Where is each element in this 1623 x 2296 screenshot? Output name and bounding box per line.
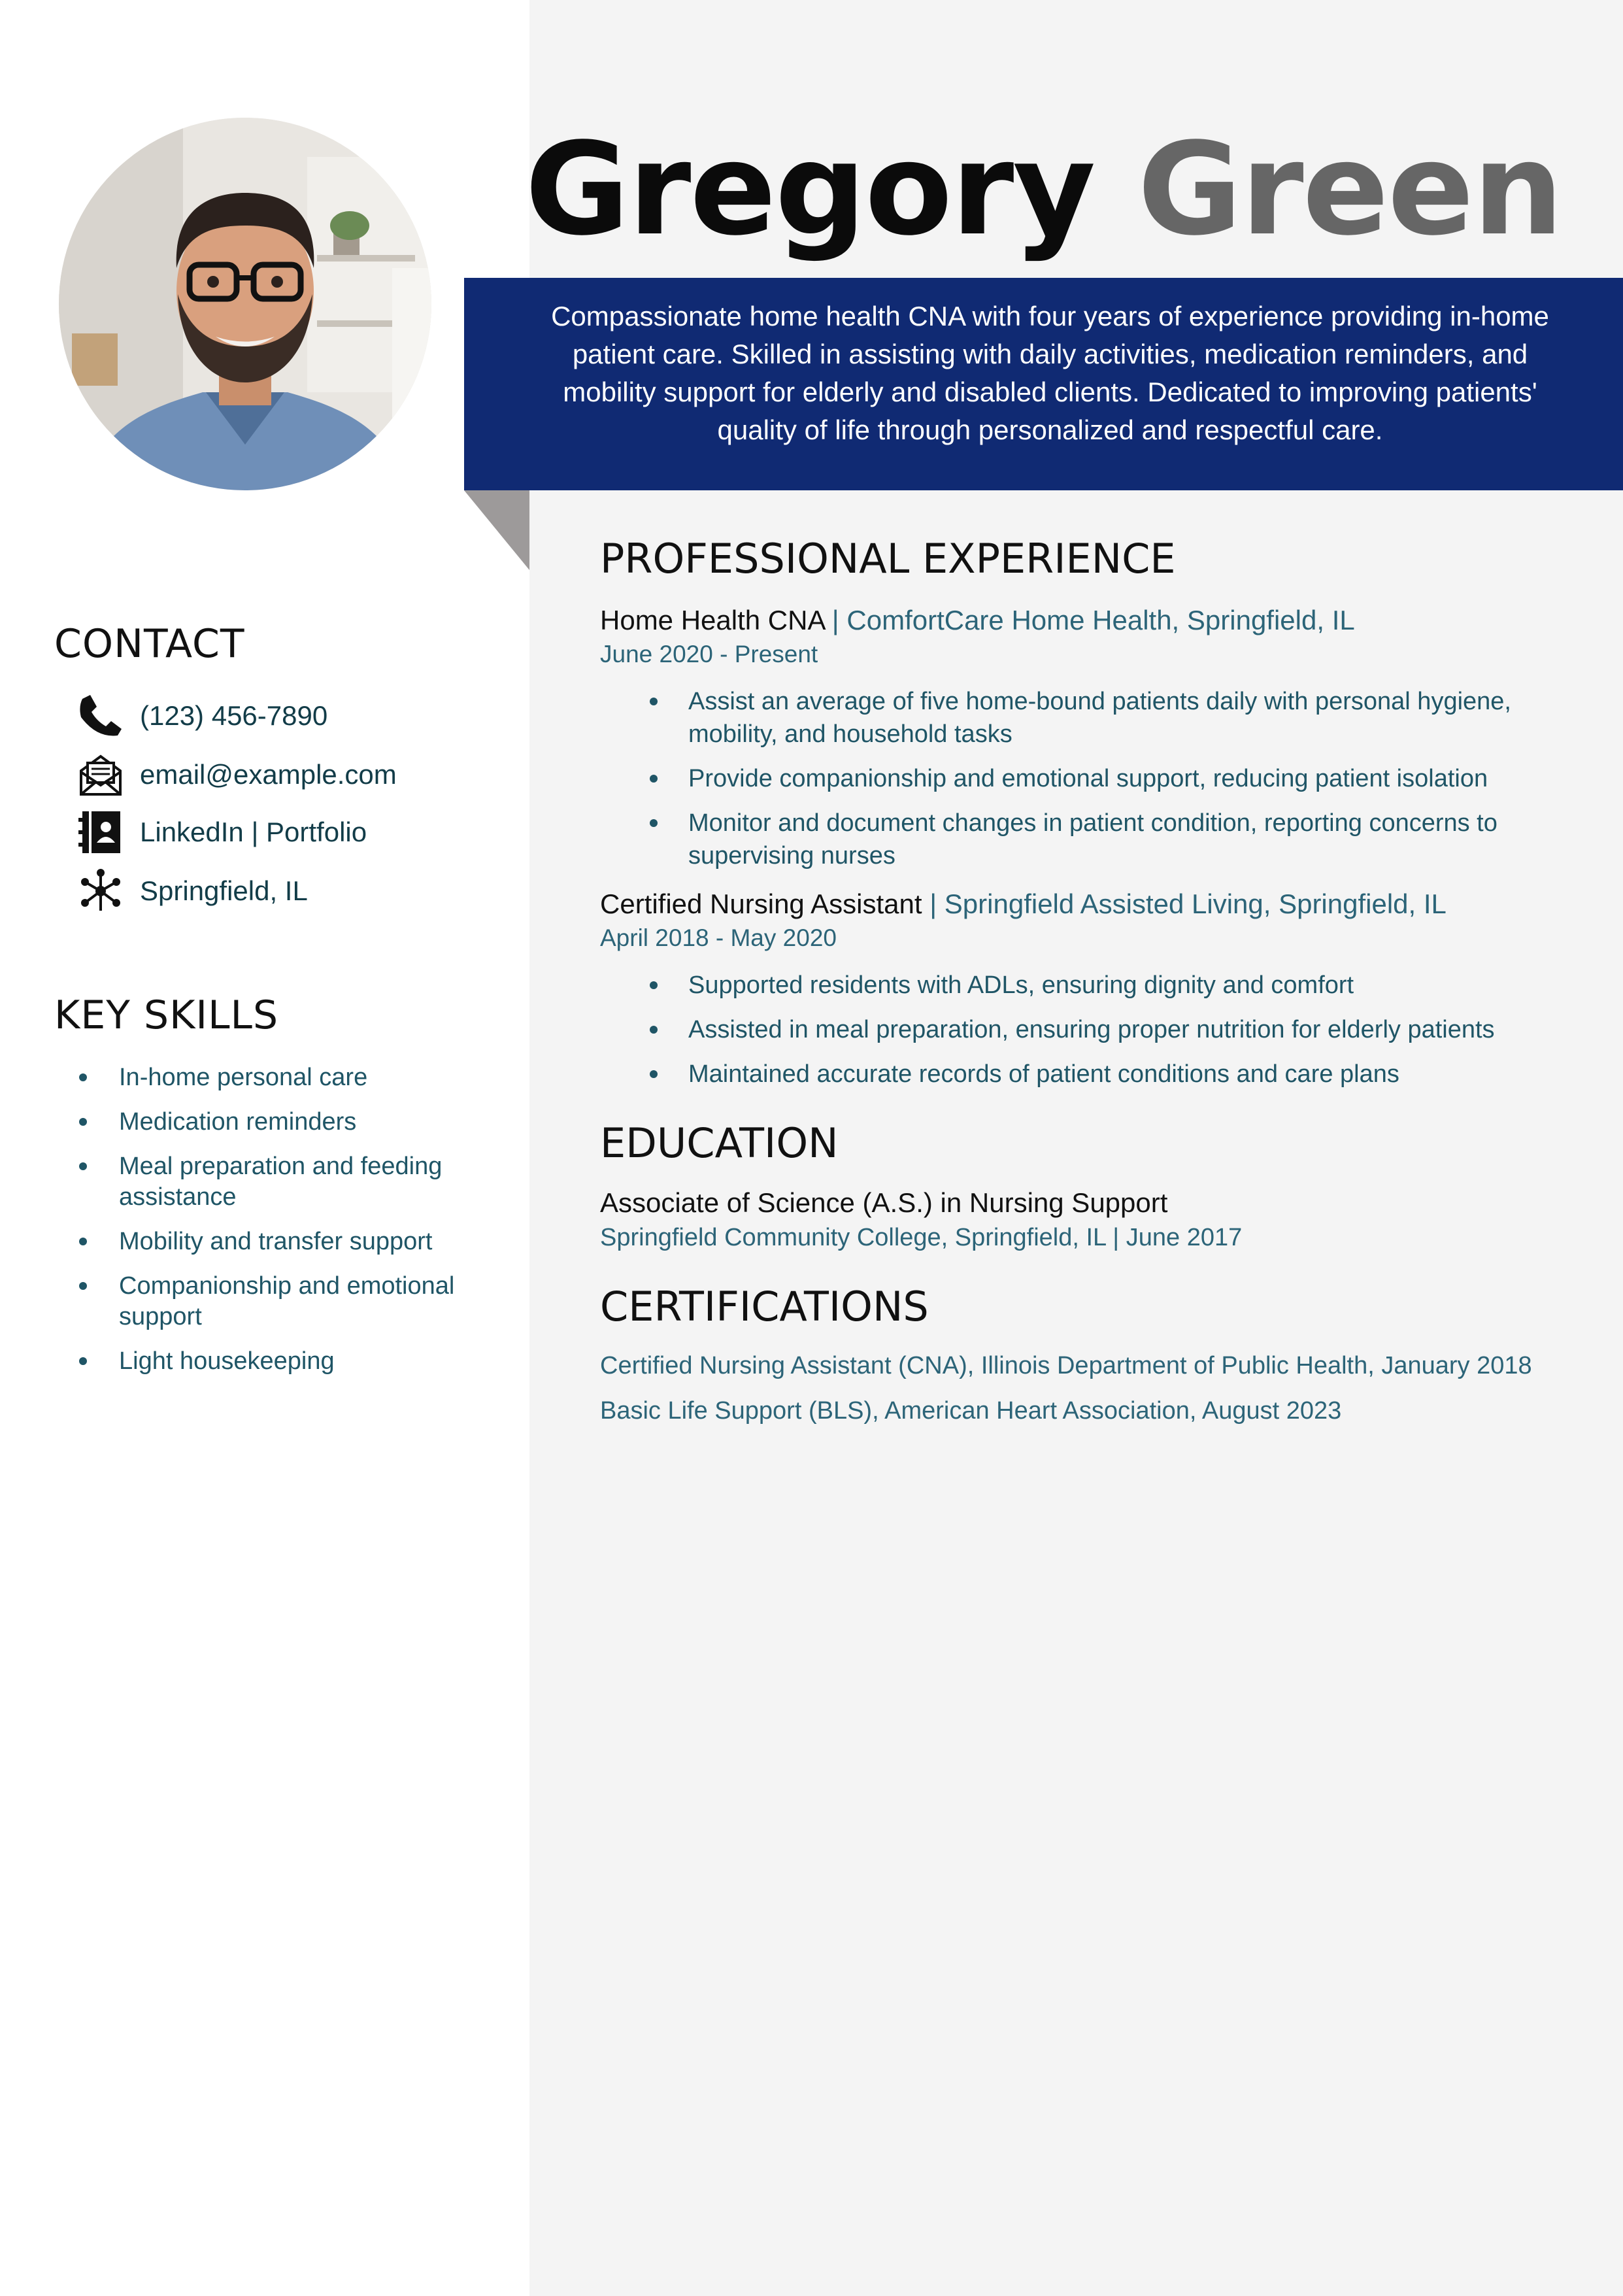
job-bullet: Supported residents with ADLs, ensuring dignity and comfort: [644, 969, 1585, 1002]
certification-item: Basic Life Support (BLS), American Heart Association, August 2023: [600, 1397, 1342, 1425]
job-bullet: Monitor and document changes in patient condition, reporting concerns to supervising nurses: [644, 807, 1585, 872]
education-degree: Associate of Science (A.S.) in Nursing Support: [600, 1187, 1168, 1218]
contact-phone: [77, 693, 327, 739]
email-icon: [77, 751, 124, 798]
job-bullet: Assist an average of five home-bound patients daily with personal hygiene, mobility, and household tasks: [644, 685, 1585, 751]
job-1-bullets: [644, 685, 1585, 884]
skill-item: Companionship and emotional support: [75, 1271, 507, 1332]
skill-item: Mobility and transfer support: [75, 1226, 507, 1257]
certifications-heading: CERTIFICATIONS: [600, 1283, 929, 1330]
contact-heading: CONTACT: [54, 621, 245, 667]
phone-icon: [77, 692, 124, 739]
job-bullet: Assisted in meal preparation, ensuring proper nutrition for elderly patients: [644, 1013, 1585, 1046]
job-1-title: Home Health CNA: [600, 605, 825, 635]
job-2-title: Certified Nursing Assistant: [600, 888, 922, 919]
job-bullet: Provide companionship and emotional support, reducing patient isolation: [644, 762, 1585, 795]
experience-heading: PROFESSIONAL EXPERIENCE: [600, 535, 1176, 582]
network-icon: [77, 868, 124, 915]
skill-item: In-home personal care: [75, 1062, 507, 1093]
job-2-bullets: [644, 969, 1585, 1102]
job-2-org: | Springfield Assisted Living, Springfield, IL: [922, 888, 1447, 919]
contact-links: [77, 809, 367, 855]
first-name: Gregory: [525, 115, 1095, 263]
links-text[interactable]: LinkedIn | Portfolio: [140, 817, 367, 847]
skill-item: Light housekeeping: [75, 1346, 507, 1377]
candidate-name: [464, 115, 1623, 263]
skills-heading: KEY SKILLS: [54, 992, 279, 1038]
job-1-org: | ComfortCare Home Health, Springfield, IL: [824, 605, 1355, 635]
skill-item: Meal preparation and feeding assistance: [75, 1151, 507, 1213]
profile-photo-illustration: [59, 118, 431, 490]
job-2-dates: April 2018 - May 2020: [600, 924, 837, 951]
contact-email: [77, 752, 397, 798]
summary-text: Compassionate home health CNA with four years of experience providing in-home patient care. Skilled in assisting with daily activities, medication reminders, and mobility support for elderly and disabled clients. Dedicated to improving patients' quality of life through personalized and respectful care.: [551, 301, 1549, 445]
job-bullet: Maintained accurate records of patient conditions and care plans: [644, 1058, 1585, 1090]
job-1-header: [600, 605, 1355, 636]
certification-item: Certified Nursing Assistant (CNA), Illinois Department of Public Health, January 2018: [600, 1352, 1532, 1379]
skill-item: Medication reminders: [75, 1107, 507, 1138]
phone-text[interactable]: (123) 456-7890: [140, 700, 328, 731]
contact-location: [77, 868, 308, 914]
contact-book-icon: [77, 809, 124, 856]
job-2-header: [600, 888, 1447, 920]
summary-banner: [464, 278, 1623, 490]
profile-photo: [59, 118, 431, 490]
education-heading: EDUCATION: [600, 1119, 839, 1167]
email-text[interactable]: email@example.com: [140, 759, 397, 790]
skills-list: [75, 1062, 507, 1391]
location-text: Springfield, IL: [140, 875, 308, 906]
education-detail: Springfield Community College, Springfield, IL | June 2017: [600, 1224, 1243, 1251]
job-1-dates: June 2020 - Present: [600, 641, 818, 667]
last-name: Green: [1137, 115, 1562, 263]
